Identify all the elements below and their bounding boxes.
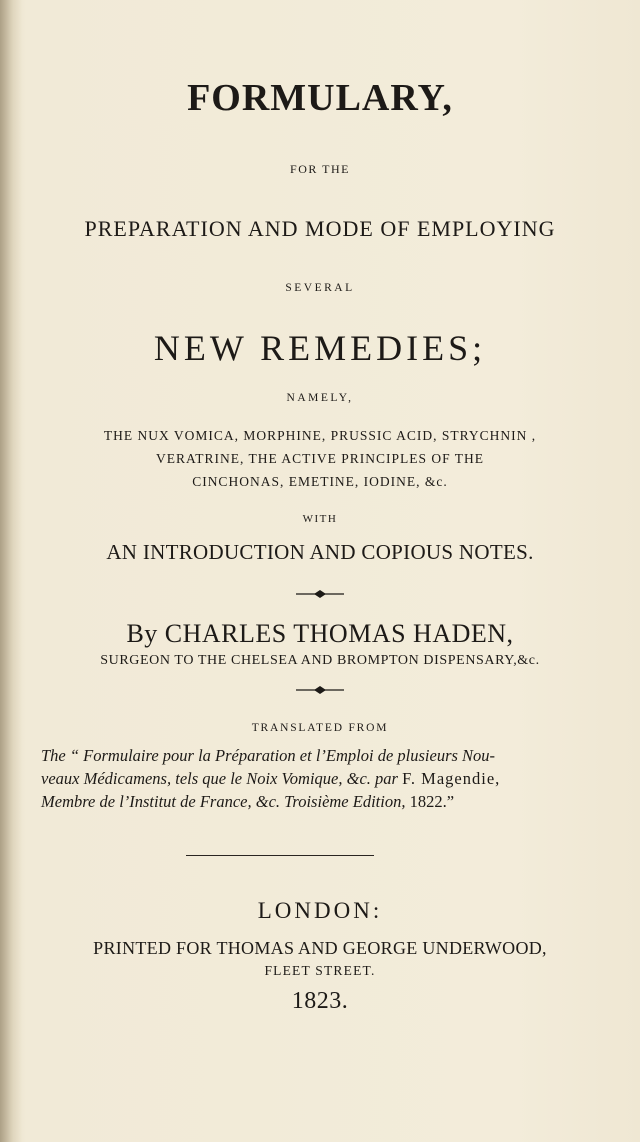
author-byline [0, 619, 640, 649]
author-position: SURGEON TO THE CHELSEA AND BROMPTON DISPENSARY,&c. [100, 653, 540, 668]
several-line: SEVERAL [285, 282, 355, 294]
imprint-city: LONDON: [257, 898, 383, 923]
subjects-line-2: VERATRINE, THE ACTIVE PRINCIPLES OF THE [155, 451, 484, 466]
ornamental-rule-icon [296, 685, 344, 695]
subjects-line-1: THE NUX VOMICA, MORPHINE, PRUSSIC ACID, STRYCHNIN , [103, 428, 537, 443]
divider-rule [186, 855, 374, 856]
source-author: F. Magendie, [402, 769, 501, 788]
source-title-line-3 [41, 790, 616, 813]
namely-line: NAMELY, [286, 392, 354, 404]
imprint-printer: PRINTED FOR THOMAS AND GEORGE UNDERWOOD, [93, 938, 547, 958]
source-title-line-3-text: Membre de l’Institut de France, &c. Troisième Edition, [41, 792, 410, 811]
subjects-line-3: CINCHONAS, EMETINE, IODINE, &c. [192, 474, 448, 489]
source-title-line-1: The “ Formulaire pour la Préparation et l’Emploi de plusieurs Nou- [41, 746, 496, 765]
source-title-line-2-text: veaux Médicamens, tels que le Noix Vomique, &c. par [41, 769, 403, 788]
imprint-street: FLEET STREET. [264, 963, 376, 978]
source-edition-year: 1822.” [409, 792, 455, 811]
preparation-line: PREPARATION AND MODE OF EMPLOYING [84, 216, 556, 241]
new-remedies-heading: NEW REMEDIES; [153, 328, 487, 368]
translated-from-line: TRANSLATED FROM [251, 722, 389, 734]
byline-by: By [126, 619, 158, 648]
for-the-line: FOR THE [290, 162, 350, 176]
source-title-line-2 [41, 767, 616, 790]
with-line: WITH [302, 513, 338, 525]
ornamental-rule-icon [296, 589, 344, 599]
book-title: FORMULARY, [187, 77, 453, 119]
author-name: CHARLES THOMAS HADEN, [164, 619, 514, 648]
imprint-year: 1823. [291, 988, 349, 1014]
introduction-line: AN INTRODUCTION AND COPIOUS NOTES. [106, 540, 534, 564]
